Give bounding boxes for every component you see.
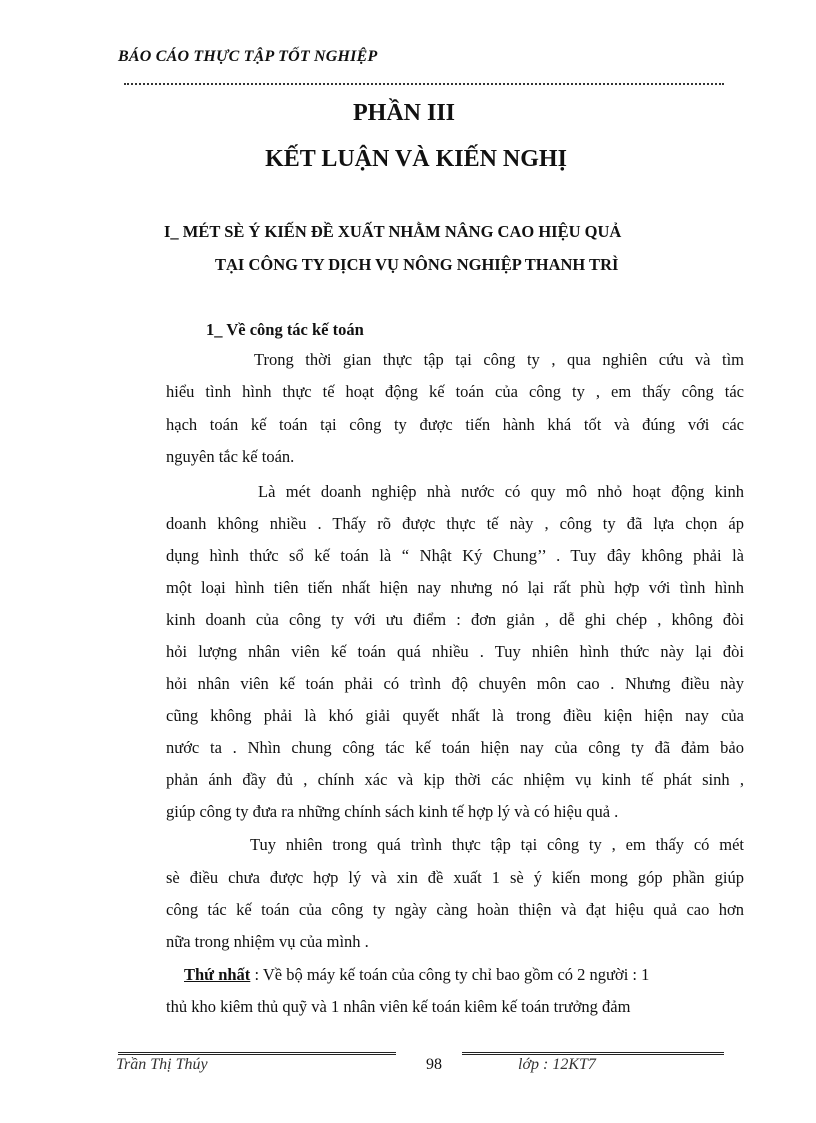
paragraph-line: công tác kế toán của công ty ngày càng hoàn thiện và đạt hiệu quả cao hơn <box>166 900 744 919</box>
paragraph-line: doanh không nhiều . Thấy rõ được thực tế này , công ty đã lựa chọn áp <box>166 514 744 533</box>
header-divider <box>124 83 724 85</box>
footer-class: lớp : 12KT7 <box>518 1056 596 1073</box>
section-title-line-1: I_ MÉT SÈ Ý KIẾN ĐỀ XUẤT NHẰM NÂNG CAO HIỆU QUẢ <box>164 222 622 241</box>
part-title: PHẦN III <box>352 100 455 126</box>
paragraph-line: hỏi nhân viên kế toán phải có trình độ chuyên môn cao . Nhưng điều này <box>166 674 744 693</box>
page-number: 98 <box>426 1056 442 1073</box>
document-header-title: BÁO CÁO THỰC TẬP TỐT NGHIỆP <box>118 48 378 65</box>
paragraph-line: Tuy nhiên trong quá trình thực tập tại công ty , em thấy có mét <box>250 835 744 854</box>
paragraph-line: dụng hình thức sổ kế toán là “ Nhật Ký Chung’’ . Tuy đây không phải là <box>166 546 744 565</box>
paragraph-line: hỏi lượng nhân viên kế toán quá nhiều . Tuy nhiên hình thức này lại đòi <box>166 642 744 661</box>
point-label: Thứ nhất <box>184 965 251 984</box>
footer-author: Trần Thị Thúy <box>116 1056 208 1073</box>
paragraph-line: Là mét doanh nghiệp nhà nước có quy mô nhỏ hoạt động kinh <box>258 482 744 501</box>
paragraph-line: nguyên tắc kế toán. <box>166 447 295 466</box>
subsection-title: 1_ Về công tác kế toán <box>206 320 364 339</box>
chapter-title: KẾT LUẬN VÀ KIẾN NGHỊ <box>265 146 567 172</box>
paragraph-line: thủ kho kiêm thủ quỹ và 1 nhân viên kế toán kiêm kế toán trưởng đảm <box>166 997 631 1016</box>
paragraph-line: hiểu tình hình thực tế hoạt động kế toán của công ty , em thấy công tác <box>166 382 744 401</box>
paragraph-line <box>166 965 744 985</box>
paragraph-line: Trong thời gian thực tập tại công ty , qua nghiên cứu và tìm <box>254 350 744 369</box>
paragraph-line: một loại hình tiên tiến nhất hiện nay nhưng nó lại rất phù hợp với tình hình <box>166 578 744 597</box>
section-title-line-2: TẠI CÔNG TY DỊCH VỤ NÔNG NGHIỆP THANH TRÌ <box>215 255 619 274</box>
paragraph-line: giúp công ty đưa ra những chính sách kinh tế hợp lý và có hiệu quả . <box>166 802 619 821</box>
point-text: : Về bộ máy kế toán của công ty chỉ bao gồm có 2 người : 1 <box>250 965 650 984</box>
paragraph-line: nước ta . Nhìn chung công tác kế toán hiện nay của công ty đã đảm bảo <box>166 738 744 757</box>
paragraph-line: phản ánh đầy đủ , chính xác và kịp thời các nhiệm vụ kinh tế phát sinh , <box>166 770 744 789</box>
paragraph-line: kinh doanh của công ty với ưu điểm : đơn giản , dễ ghi chép , không đòi <box>166 610 744 629</box>
footer-rule-left <box>118 1052 396 1055</box>
paragraph-line: cũng không phải là khó giải quyết nhất là trong điều kiện hiện nay của <box>166 706 744 725</box>
footer-rule-right <box>462 1052 724 1055</box>
paragraph-line: sè điều chưa được hợp lý và xin đề xuất 1 sè ý kiến mong góp phần giúp <box>166 868 744 887</box>
paragraph-line: hạch toán kế toán tại công ty được tiến hành khá tốt và đúng với các <box>166 415 744 434</box>
paragraph-line: nữa trong nhiệm vụ của mình . <box>166 932 369 951</box>
